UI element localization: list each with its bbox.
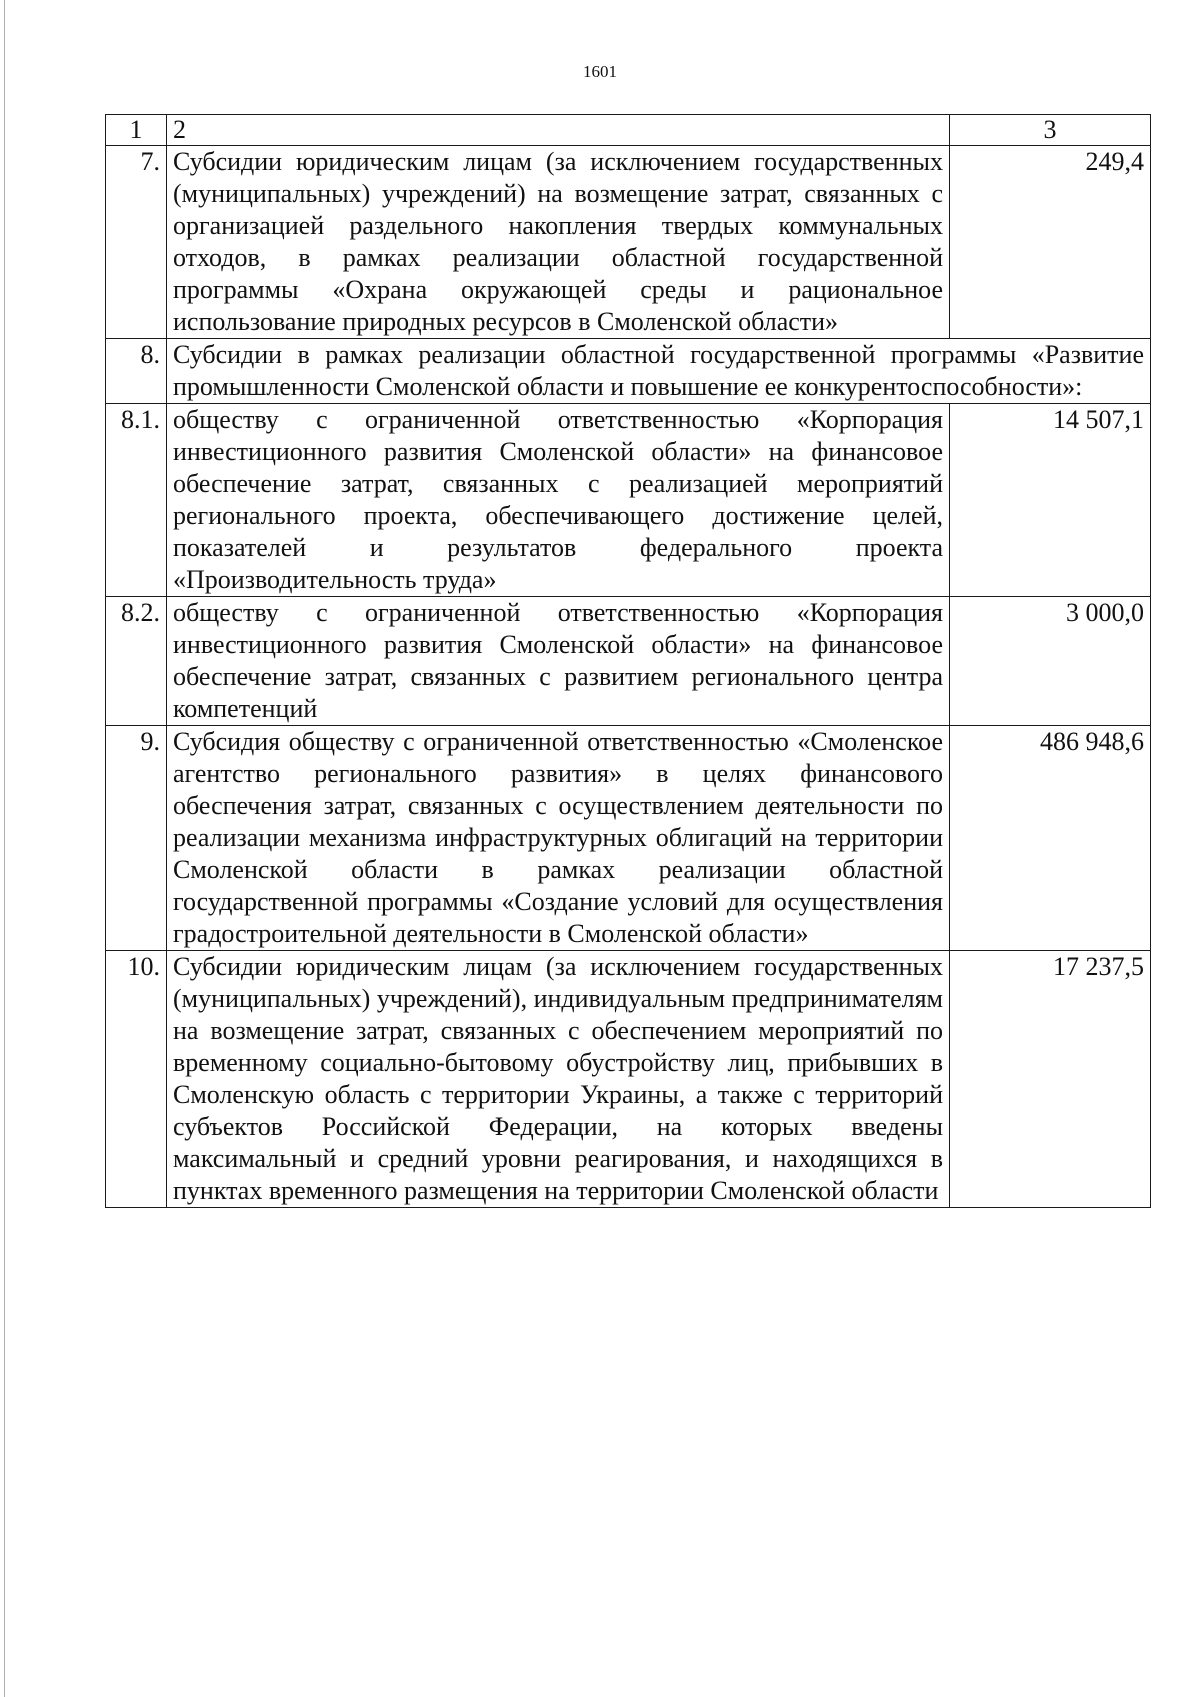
subsidy-table [105,114,1151,1208]
row-number: 7. [106,146,167,339]
header-col-3: 3 [950,115,1151,146]
table-row [106,951,1151,1208]
row-amount: 249,4 [950,146,1151,339]
row-amount: 17 237,5 [950,951,1151,1208]
row-amount: 3 000,0 [950,597,1151,726]
row-number: 10. [106,951,167,1208]
row-description: обществу с ограниченной ответственностью «Корпорация инвестиционного развития Смоленской области» на финансовое обеспечение затрат, связанных с реализацией мероприятий регионального проекта, обеспечивающего достижение целей, показателей и результатов федерального проекта «Производительность труда» [167,404,950,597]
row-number: 8.1. [106,404,167,597]
scan-edge-line [4,0,5,1697]
row-description: Субсидия обществу с ограниченной ответственностью «Смоленское агентство регионального развития» в целях финансового обеспечения затрат, связанных с осуществлением деятельности по реализации механизма инфраструктурных облигаций на территории Смоленской области в рамках реализации областной государственной программы «Создание условий для осуществления градостроительной деятельности в Смоленской области» [167,726,950,951]
table-header-row [106,115,1151,146]
row-amount: 14 507,1 [950,404,1151,597]
table-row [106,404,1151,597]
row-amount: 486 948,6 [950,726,1151,951]
table-row [106,146,1151,339]
row-description: обществу с ограниченной ответственностью «Корпорация инвестиционного развития Смоленской области» на финансовое обеспечение затрат, связанных с развитием регионального центра компетенций [167,597,950,726]
table-row [106,597,1151,726]
row-number: 8. [106,339,167,404]
row-number: 8.2. [106,597,167,726]
row-description: Субсидии в рамках реализации областной государственной программы «Развитие промышленности Смоленской области и повышение ее конкурентоспособности»: [167,339,1151,404]
header-col-2: 2 [167,115,950,146]
row-description: Субсидии юридическим лицам (за исключением государственных (муниципальных) учреждений) на возмещение затрат, связанных с организацией раздельного накопления твердых коммунальных отходов, в рамках реализации областной государственной программы «Охрана окружающей среды и рациональное использование природных ресурсов в Смоленской области» [167,146,950,339]
row-description: Субсидии юридическим лицам (за исключением государственных (муниципальных) учреждений), индивидуальным предпринимателям на возмещение затрат, связанных с обеспечением мероприятий по временному социально-бытовому обустройству лиц, прибывших в Смоленскую область с территории Украины, а также с территорий субъектов Российской Федерации, на которых введены максимальный и средний уровни реагирования, и находящихся в пунктах временного размещения на территории Смоленской области [167,951,950,1208]
table-row [106,339,1151,404]
table-row [106,726,1151,951]
page-number: 1601 [583,62,617,81]
row-number: 9. [106,726,167,951]
header-col-1: 1 [106,115,167,146]
